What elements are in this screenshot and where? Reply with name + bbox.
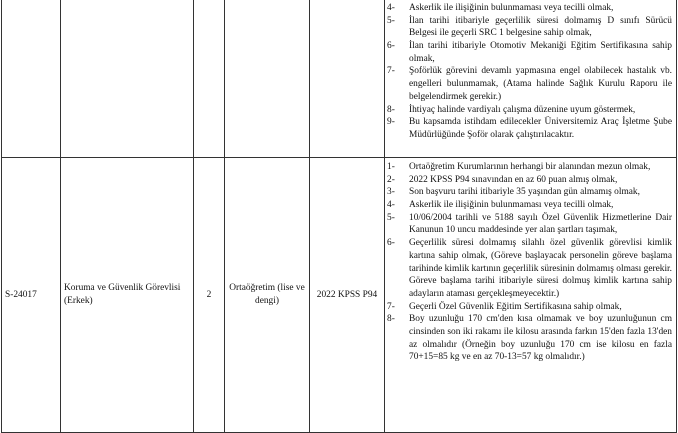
requirement-text: İhtiyaç halinde vardiyalı çalışma düzenine uyum göstermek, — [409, 104, 636, 115]
requirement-item — [387, 161, 672, 174]
requirement-text: 10/06/2004 tarihli ve 5188 sayılı Özel Güvenlik Hizmetlerine Dair Kanunun 10 uncu maddesinde yer alan şartları taşımak, — [409, 212, 672, 236]
requirement-text: İlan tarihi itibariyle geçerlilik süresi dolmamış D sınıfı Sürücü Belgesi ile geçerli SRC 1 belgesine sahip olmak, — [409, 15, 672, 39]
requirement-text: Ortaöğretim Kurumlarının herhangi bir alanından mezun olmak, — [409, 162, 651, 172]
requirement-number: 1- — [387, 162, 395, 172]
requirement-number: 2- — [387, 174, 395, 185]
requirements-table — [1, 0, 677, 433]
requirement-number: 5- — [387, 212, 395, 223]
requirement-item — [387, 186, 672, 199]
requirements-list — [387, 2, 672, 142]
position-code-cell: S-24017 — [2, 158, 61, 433]
education-cell: Ortaöğretim (lise ve dengi) — [225, 158, 310, 433]
requirement-item — [387, 15, 672, 40]
requirement-number: 4- — [387, 200, 395, 211]
requirement-number: 8- — [387, 104, 395, 115]
requirement-number: 7- — [387, 301, 395, 312]
requirements-cell — [385, 158, 677, 433]
requirement-text: Bu kapsamda istihdam edilecekler Üniversitemiz Araç İşletme Şube Müdürlüğünde Şoför olarak çalıştırılacaktır. — [409, 117, 672, 140]
kpss-cell — [310, 0, 385, 158]
requirement-text: Şoförlük görevini devamlı yapmasına engel olabilecek hastalık vb. engelleri bulunmamak, (Atama halinde Sağlık Kurulu Raporu ile belgelendirmek gerekir.) — [409, 66, 672, 102]
requirement-item — [387, 212, 672, 237]
table-row — [2, 158, 677, 433]
position-title-cell: Koruma ve Güvenlik Görevlisi (Erkek) — [61, 158, 194, 433]
position-count-cell — [194, 0, 225, 158]
requirements-list — [387, 161, 672, 364]
requirement-item — [387, 199, 672, 212]
position-count-cell: 2 — [194, 158, 225, 433]
requirement-text: Geçerli Özel Güvenlik Eğitim Sertifikasına sahip olmak, — [409, 301, 622, 312]
requirement-item — [387, 40, 672, 65]
requirement-number: 4- — [387, 3, 395, 13]
requirement-number: 8- — [387, 314, 395, 325]
requirement-number: 6- — [387, 41, 395, 52]
kpss-cell: 2022 KPSS P94 — [310, 158, 385, 433]
requirement-text: Son başvuru tarihi itibariyle 35 yaşından gün almamış olmak, — [409, 187, 640, 198]
requirement-item — [387, 237, 672, 300]
table-row — [2, 0, 677, 158]
position-code-cell — [2, 0, 61, 158]
requirement-text: Askerlik ile ilişiğinin bulunmaması veya tecilli olmak, — [409, 3, 614, 13]
requirement-item — [387, 104, 672, 117]
requirement-text: Geçerlilik süresi dolmamış silahlı özel güvenlik görevlisi kimlik kartına sahip olmak, (Göreve başlayacak personelin göreve başlama tarihinde kimlik kartının geçerlilik süresinin dolmamış olması gerekir. Göreve başlama tarihi itibariyle süresi dolmuş kimlik kartına sahip adayların ataması gerçekleşmeyecektir.) — [409, 238, 672, 299]
requirements-cell — [385, 0, 677, 158]
education-cell — [225, 0, 310, 158]
requirement-item — [387, 2, 672, 15]
position-title-cell — [61, 0, 194, 158]
requirement-text: İlan tarihi itibariyle Otomotiv Mekaniği Eğitim Sertifikasına sahip olmak, — [409, 41, 672, 64]
requirement-number: 3- — [387, 187, 395, 198]
requirement-text: Boy uzunluğu 170 cm'den kısa olmamak ve boy uzunluğunun cm cinsinden son iki rakamı ile kilosu arasında farkın 15'den fazla 13'den az olmalıdır (Örneğin boy uzunluğu 170 cm ise kilosu en fazla 70+15=85 kg ve en az 70-13=57 kg olmalıdır.) — [409, 314, 672, 363]
requirement-item — [387, 116, 672, 141]
requirement-item — [387, 313, 672, 364]
requirement-number: 6- — [387, 238, 395, 249]
requirement-item — [387, 65, 672, 103]
requirement-number: 9- — [387, 117, 395, 128]
requirement-number: 7- — [387, 66, 395, 77]
requirement-text: 2022 KPSS P94 sınavından en az 60 puan almış olmak, — [409, 174, 618, 185]
requirement-item — [387, 301, 672, 314]
requirement-number: 5- — [387, 15, 395, 26]
requirement-text: Askerlik ile ilişiğinin bulunmaması veya tecilli olmak, — [409, 200, 614, 211]
requirement-item — [387, 174, 672, 187]
